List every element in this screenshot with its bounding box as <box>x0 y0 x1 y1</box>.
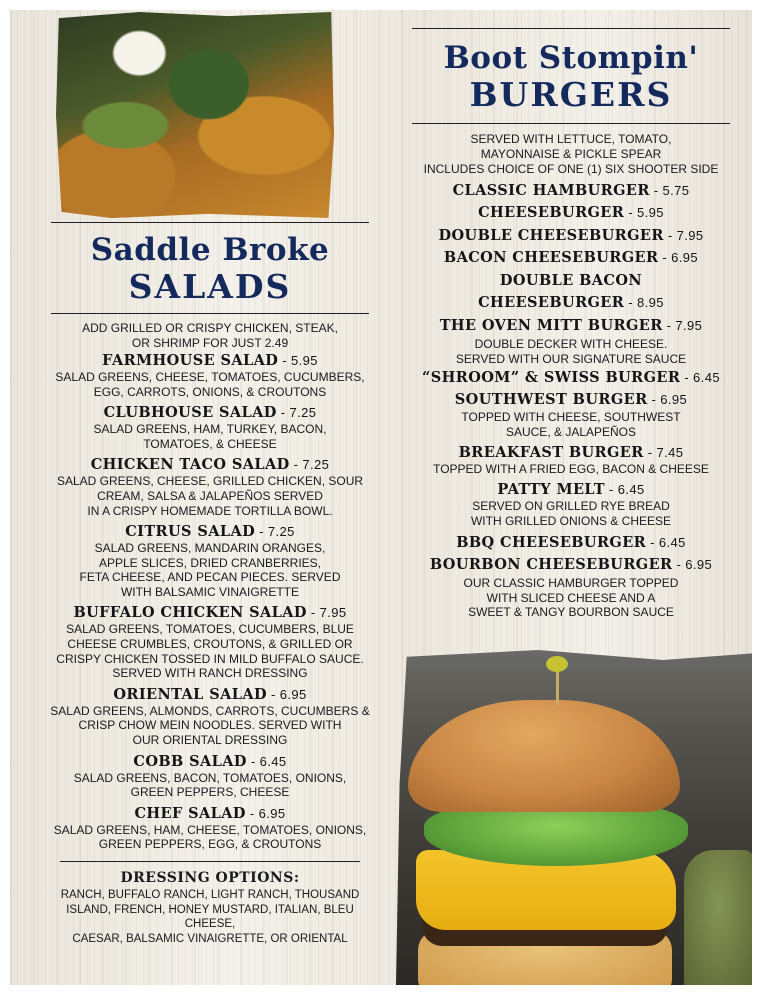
bun-top <box>408 700 680 812</box>
burgers-title-line2: BURGERS <box>469 74 673 114</box>
item-name: BUFFALO CHICKEN SALAD <box>73 604 307 622</box>
toothpick-top <box>546 656 568 672</box>
burgers-title-line1: Boot Stompin' <box>443 40 699 76</box>
item-name: SOUTHWEST BURGER <box>454 391 648 409</box>
item-desc: SALAD GREENS, CHEESE, TOMATOES, CUCUMBERS, <box>55 369 365 384</box>
item-price: - 6.95 <box>658 250 699 266</box>
menu-page <box>10 10 752 985</box>
item-desc: SAUCE, & JALAPEÑOS <box>505 424 637 439</box>
item-name: BOURBON CHEESEBURGER <box>429 556 673 574</box>
menu-item-chicken-taco-salad <box>44 455 376 518</box>
item-name: CHEESEBURGER <box>478 204 625 222</box>
item-desc: TOPPED WITH CHEESE, SOUTHWEST <box>461 410 681 425</box>
item-price: - 6.45 <box>646 535 686 551</box>
dressing-line: RANCH, BUFFALO RANCH, LIGHT RANCH, THOUSAND <box>60 889 360 901</box>
item-name: CLASSIC HAMBURGER <box>452 181 650 199</box>
menu-item-chef-salad <box>44 804 376 852</box>
item-price: - 6.45 <box>246 753 287 769</box>
item-desc: WITH SLICED CHEESE AND A <box>486 590 656 605</box>
item-name: CHICKEN TACO SALAD <box>90 456 290 474</box>
item-name: PATTY MELT <box>497 480 606 498</box>
item-desc: TOMATOES, & CHEESE <box>143 436 277 451</box>
menu-item-bbq-cheeseburger <box>406 532 736 554</box>
item-desc: WITH GRILLED ONIONS & CHEESE <box>470 513 672 528</box>
menu-item-farmhouse-salad <box>44 351 376 399</box>
item-price: - 6.95 <box>672 557 713 573</box>
item-name: BREAKFAST BURGER <box>458 444 644 462</box>
menu-item-citrus-salad <box>44 522 376 599</box>
item-price: - 7.95 <box>306 605 347 621</box>
item-price: - 7.95 <box>662 317 703 333</box>
menu-item-patty-melt <box>406 480 736 528</box>
item-name: ORIENTAL SALAD <box>113 685 267 703</box>
item-desc: CRISPY CHICKEN TOSSED IN MILD BUFFALO SAUCE. <box>56 651 364 666</box>
salads-intro-line: ADD GRILLED OR CRISPY CHICKEN, STEAK, <box>82 320 338 335</box>
item-desc: CRISP CHOW MEIN NOODLES. SERVED WITH <box>78 718 342 733</box>
item-desc: EGG, CARROTS, ONIONS, & CROUTONS <box>93 384 327 399</box>
burgers-intro-line: MAYONNAISE & PICKLE SPEAR <box>480 146 662 161</box>
item-desc: GREEN PEPPERS, CHEESE <box>130 785 290 800</box>
item-desc: SALAD GREENS, HAM, CHEESE, TOMATOES, ONIONS, <box>53 822 367 837</box>
menu-item-bourbon-cheeseburger <box>406 554 736 620</box>
item-name: “SHROOM” & SWISS BURGER <box>422 369 681 387</box>
item-desc: SALAD GREENS, TOMATOES, CUCUMBERS, BLUE <box>66 622 354 637</box>
salads-section <box>44 10 376 946</box>
item-price: - 7.25 <box>289 457 330 473</box>
item-price: - 8.95 <box>624 295 664 311</box>
dressing-title: DRESSING OPTIONS: <box>120 870 300 886</box>
item-desc: SWEET & TANGY BOURBON SAUCE <box>468 605 674 620</box>
salads-title-line1: Saddle Broke <box>90 232 330 268</box>
burgers-intro-line: SERVED WITH LETTUCE, TOMATO, <box>470 131 672 146</box>
item-desc: WITH BALSAMIC VINAIGRETTE <box>120 584 300 599</box>
item-desc: IN A CRISPY HOMEMADE TORTILLA BOWL. <box>87 503 333 518</box>
item-price: - 7.95 <box>663 227 704 243</box>
item-name: BBQ CHEESEBURGER <box>456 534 647 552</box>
item-price: - 6.45 <box>680 370 720 386</box>
item-name: CHEESEBURGER <box>478 294 625 312</box>
burger-photo <box>396 650 752 985</box>
menu-item-southwest-burger <box>406 390 736 439</box>
item-desc: OUR ORIENTAL DRESSING <box>132 733 288 748</box>
item-name: DOUBLE BACON <box>499 271 643 289</box>
menu-item-classic-hamburger <box>406 180 736 203</box>
item-price: - 6.95 <box>647 392 688 408</box>
item-desc: FETA CHEESE, AND PECAN PIECES. SERVED <box>79 570 341 585</box>
menu-item-buffalo-chicken-salad <box>44 603 376 680</box>
menu-item-cobb-salad <box>44 752 376 800</box>
item-price: - 5.95 <box>624 205 664 221</box>
item-name: CHEF SALAD <box>134 804 246 822</box>
menu-item-double-bacon-cheeseburger <box>406 270 736 315</box>
item-desc: CREAM, SALSA & JALAPEÑOS SERVED <box>97 488 323 503</box>
dressing-line: ISLAND, FRENCH, HONEY MUSTARD, ITALIAN, BLEU CHEESE, <box>66 903 354 931</box>
item-desc: TOPPED WITH A FRIED EGG, BACON & CHEESE <box>433 462 709 477</box>
item-desc: SALAD GREENS, HAM, TURKEY, BACON, <box>93 422 327 437</box>
item-desc: SALAD GREENS, CHEESE, GRILLED CHICKEN, SOUR <box>56 474 364 489</box>
item-desc: SALAD GREENS, MANDARIN ORANGES, <box>94 541 326 556</box>
item-desc: SALAD GREENS, BACON, TOMATOES, ONIONS, <box>73 770 347 785</box>
item-price: - 5.75 <box>649 182 690 198</box>
item-name: BACON CHEESEBURGER <box>443 249 659 267</box>
item-desc: GREEN PEPPERS, EGG, & CROUTONS <box>98 837 322 852</box>
menu-item-bacon-cheeseburger <box>406 247 736 270</box>
item-price: - 5.95 <box>278 352 318 368</box>
salads-intro <box>44 321 376 351</box>
item-desc: OUR CLASSIC HAMBURGER TOPPED <box>463 576 679 591</box>
item-desc: SERVED WITH RANCH DRESSING <box>112 666 308 681</box>
side-dish <box>684 850 752 985</box>
item-desc: SERVED ON GRILLED RYE BREAD <box>472 498 670 513</box>
item-price: - 7.25 <box>276 405 317 421</box>
item-desc: APPLE SLICES, DRIED CRANBERRIES, <box>98 555 322 570</box>
salads-title-line2: SALADS <box>128 266 292 306</box>
item-desc: SALAD GREENS, ALMONDS, CARROTS, CUCUMBERS & <box>50 703 370 718</box>
burgers-section <box>406 10 736 620</box>
menu-item-clubhouse-salad <box>44 403 376 451</box>
item-desc: DOUBLE DECKER WITH CHEESE. <box>474 336 668 351</box>
menu-item-oven-mitt-burger <box>406 315 736 366</box>
item-name: DOUBLE CHEESEBURGER <box>438 226 664 244</box>
menu-item-oriental-salad <box>44 685 376 748</box>
item-name: THE OVEN MITT BURGER <box>439 316 663 334</box>
item-price: - 7.45 <box>643 445 684 461</box>
menu-item-shroom-swiss-burger <box>406 366 736 390</box>
burgers-intro <box>406 132 736 177</box>
dressing-line: CAESAR, BALSAMIC VINAIGRETTE, OR ORIENTAL <box>72 932 348 945</box>
burgers-intro-line: INCLUDES CHOICE OF ONE (1) SIX SHOOTER SIDE <box>423 161 719 176</box>
item-name: CITRUS SALAD <box>125 523 256 541</box>
item-price: - 7.25 <box>255 524 295 540</box>
item-price: - 6.95 <box>245 805 286 821</box>
item-name: CLUBHOUSE SALAD <box>103 404 277 422</box>
item-desc: SERVED WITH OUR SIGNATURE SAUCE <box>455 351 687 366</box>
item-price: - 6.45 <box>605 481 645 497</box>
menu-item-cheeseburger <box>406 202 736 225</box>
item-desc: CHEESE CRUMBLES, CROUTONS, & GRILLED OR <box>67 637 353 652</box>
item-name: COBB SALAD <box>133 752 247 770</box>
menu-item-breakfast-burger <box>406 443 736 477</box>
item-name: FARMHOUSE SALAD <box>102 351 279 369</box>
item-price: - 6.95 <box>266 686 307 702</box>
salads-intro-line: OR SHRIMP FOR JUST 2.49 <box>131 335 289 350</box>
menu-item-double-cheeseburger <box>406 225 736 248</box>
dressing-options <box>44 869 376 946</box>
